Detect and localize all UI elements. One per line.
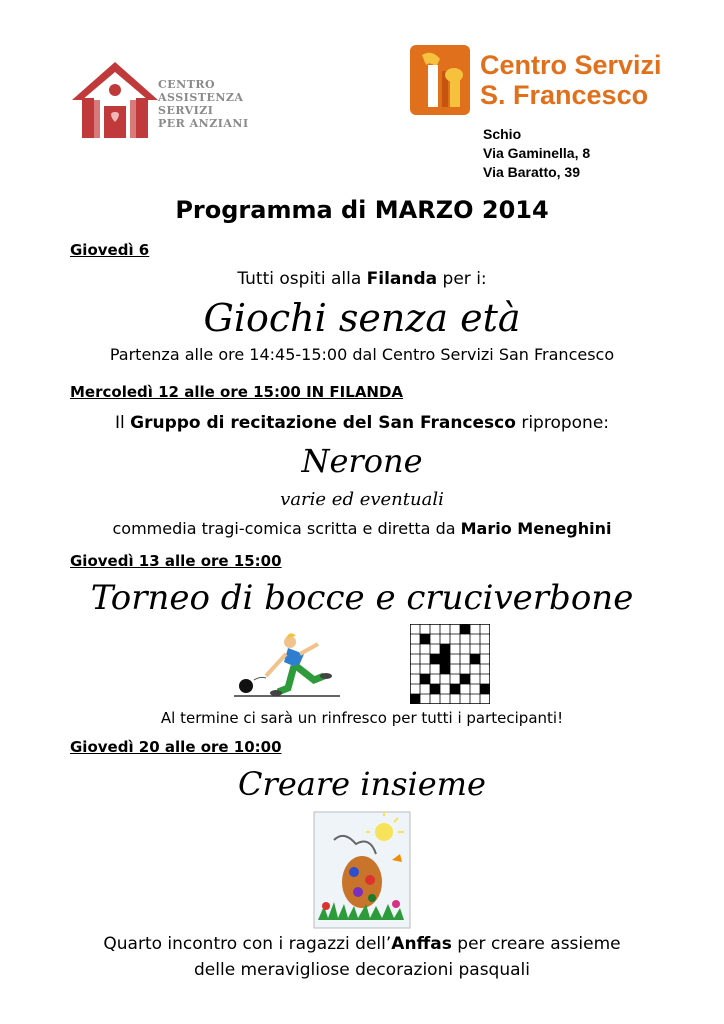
- address-line: Via Gaminella, 8: [483, 145, 591, 161]
- detail-text: Quarto incontro con i ragazzi dell’: [103, 934, 392, 954]
- event-name: Giochi senza età: [203, 296, 521, 340]
- detail-line: [0, 931, 724, 957]
- centro-assistenza-logo: [70, 60, 285, 140]
- page-title: Programma di MARZO 2014: [175, 196, 549, 224]
- intro-text: per i:: [437, 269, 487, 289]
- intro-text: Il: [114, 413, 131, 433]
- detail-text: commedia tragi-comica scritta e diretta da: [112, 519, 461, 538]
- logo-right-name: [480, 50, 662, 110]
- house-heart-icon: [70, 60, 160, 140]
- intro-bold: Filanda: [366, 269, 438, 289]
- event-date: Mercoledì 12 alle ore 15:00 IN FILANDA: [70, 383, 404, 401]
- event-name: Torneo di bocce e cruciverbone: [90, 578, 634, 618]
- event-intro: [0, 269, 724, 289]
- event-detail: [0, 931, 724, 983]
- logo-left-line: CENTRO: [158, 78, 216, 91]
- bocce-player-icon: [234, 628, 340, 706]
- intro-text: Tutti ospiti alla: [237, 269, 367, 289]
- logo-right-line1: Centro Servizi: [480, 50, 662, 80]
- event-detail: Al termine ci sarà un rinfresco per tutti i partecipanti!: [160, 709, 564, 727]
- logo-left-line: SERVIZI: [158, 104, 214, 117]
- crossword-grid-icon: [410, 624, 490, 704]
- address-city: Schio: [483, 126, 522, 142]
- event-name: Nerone: [301, 442, 423, 480]
- detail-text: per creare assieme: [451, 934, 621, 954]
- detail-line: delle meravigliose decorazioni pasquali: [194, 960, 530, 980]
- event-detail: [0, 519, 724, 538]
- intro-bold: Gruppo di recitazione del San Francesco: [130, 413, 516, 433]
- address-block: [483, 125, 590, 182]
- event-subtitle: varie ed eventuali: [280, 489, 444, 510]
- logo-left-text: [158, 78, 249, 130]
- event-name: Creare insieme: [238, 765, 486, 803]
- event-date: Giovedì 13 alle ore 15:00: [70, 552, 282, 570]
- event-detail: Partenza alle ore 14:45-15:00 dal Centro Servizi San Francesco: [109, 345, 615, 364]
- event-intro: [0, 413, 724, 433]
- intro-text: ripropone:: [515, 413, 610, 433]
- detail-bold: Anffas: [391, 934, 452, 954]
- detail-bold: Mario Meneghini: [460, 519, 612, 538]
- easter-decoration-drawing-icon: [312, 810, 412, 930]
- event-date: Giovedì 6: [70, 241, 150, 259]
- event-date: Giovedì 20 alle ore 10:00: [70, 738, 282, 756]
- logo-left-line: ASSISTENZA: [158, 91, 244, 104]
- logo-right-line2: S. Francesco: [480, 80, 649, 110]
- saint-francis-logo-icon: [410, 45, 470, 115]
- logo-left-line: PER ANZIANI: [158, 117, 249, 130]
- address-line: Via Baratto, 39: [483, 164, 581, 180]
